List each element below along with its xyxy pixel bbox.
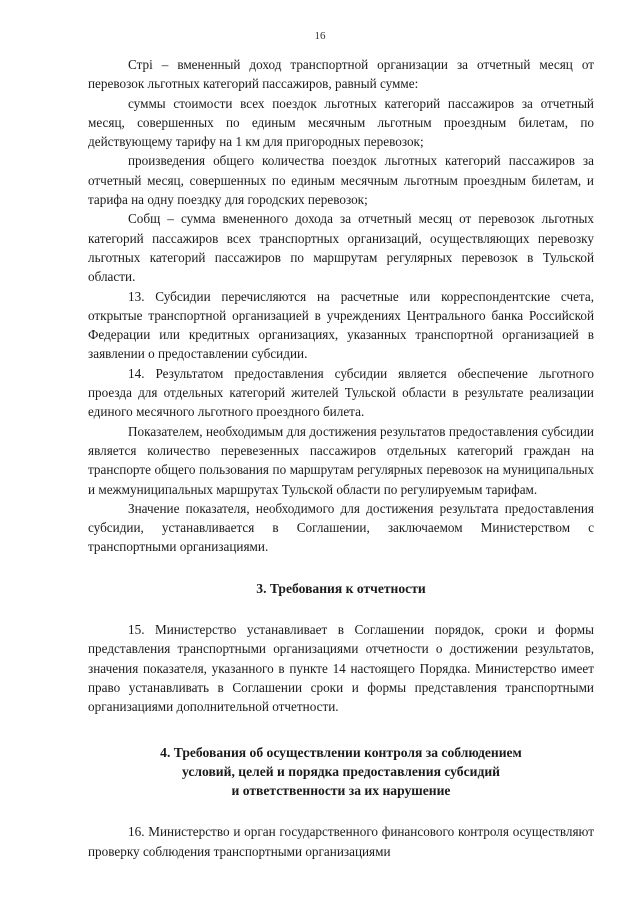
paragraph-indicator: Показателем, необходимым для достижения результатов предоставления субсидии является количество перевезенных пассажиров отдельных категорий граждан на транспорте общего пользования по маршрутам регулярных перевозок на муниципальных и межмуниципальных маршрутах Тульской области по регулируемым тарифам. [88,423,594,497]
document-body [88,55,594,861]
section-4-title-line: условий, целей и порядка предоставления субсидий [181,763,501,779]
paragraph-14: 14. Результатом предоставления субсидии является обеспечение льготного проезда для отдельных категорий жителей Тульской области в результате реализации единого месячного льготного проездного билета. [88,365,594,420]
section-4-title-line: и ответственности за их нарушение [231,783,451,799]
paragraph-ctp-definition: Стрі – вмененный доход транспортной организации за отчетный месяц от перевозок льготных категорий пассажиров, равный сумме: [88,57,594,92]
paragraph-13: 13. Субсидии перечисляются на расчетные или корреспондентские счета, открытые транспортной организацией в учреждениях Центрального банка Российской Федерации или кредитных организациях, указанных транспортной организацией в заявлении о предоставлении субсидии. [88,288,594,362]
page-number: 16 [314,30,326,42]
paragraph-16: 16. Министерство и орган государственного финансового контроля осуществляют проверку соблюдения транспортными организациями [88,824,594,859]
paragraph-total-definition: Собщ – сумма вмененного дохода за отчетный месяц от перевозок льготных категорий пассажиров всех транспортных организаций, осуществляющих перевозку льготных категорий пассажиров по маршрутам регулярных перевозок в Тульской области. [88,211,594,285]
paragraph-15: 15. Министерство устанавливает в Соглашении порядок, сроки и формы представления транспортными организациями отчетности о достижении результатов, значения показателя, указанного в пункте 14 настоящего Порядка. Министерство имеет право устанавливать в Соглашении сроки и формы представления транспортными организациями дополнительной отчетности. [88,622,594,715]
section-4-title [88,743,594,801]
paragraph-sum-suburban: суммы стоимости всех поездок льготных категорий пассажиров за отчетный месяц, совершенных по единым месячным льготным проездным билетам, по действующему тарифу на 1 км для пригородных перевозок; [88,95,594,150]
section-3-title: 3. Требования к отчетности [256,580,426,596]
paragraph-product-urban: произведения общего количества поездок льготных категорий пассажиров за отчетный месяц, совершенных по единым месячным льготным проездным билетам, и тарифа на одну поездку для городских перевозок; [88,153,594,208]
section-4-title-line: 4. Требования об осуществлении контроля за соблюдением [160,744,522,760]
paragraph-indicator-value: Значение показателя, необходимого для достижения результата предоставления субсидии, устанавливается в Соглашении, заключаемом Министерством с транспортными организациями. [88,500,594,555]
